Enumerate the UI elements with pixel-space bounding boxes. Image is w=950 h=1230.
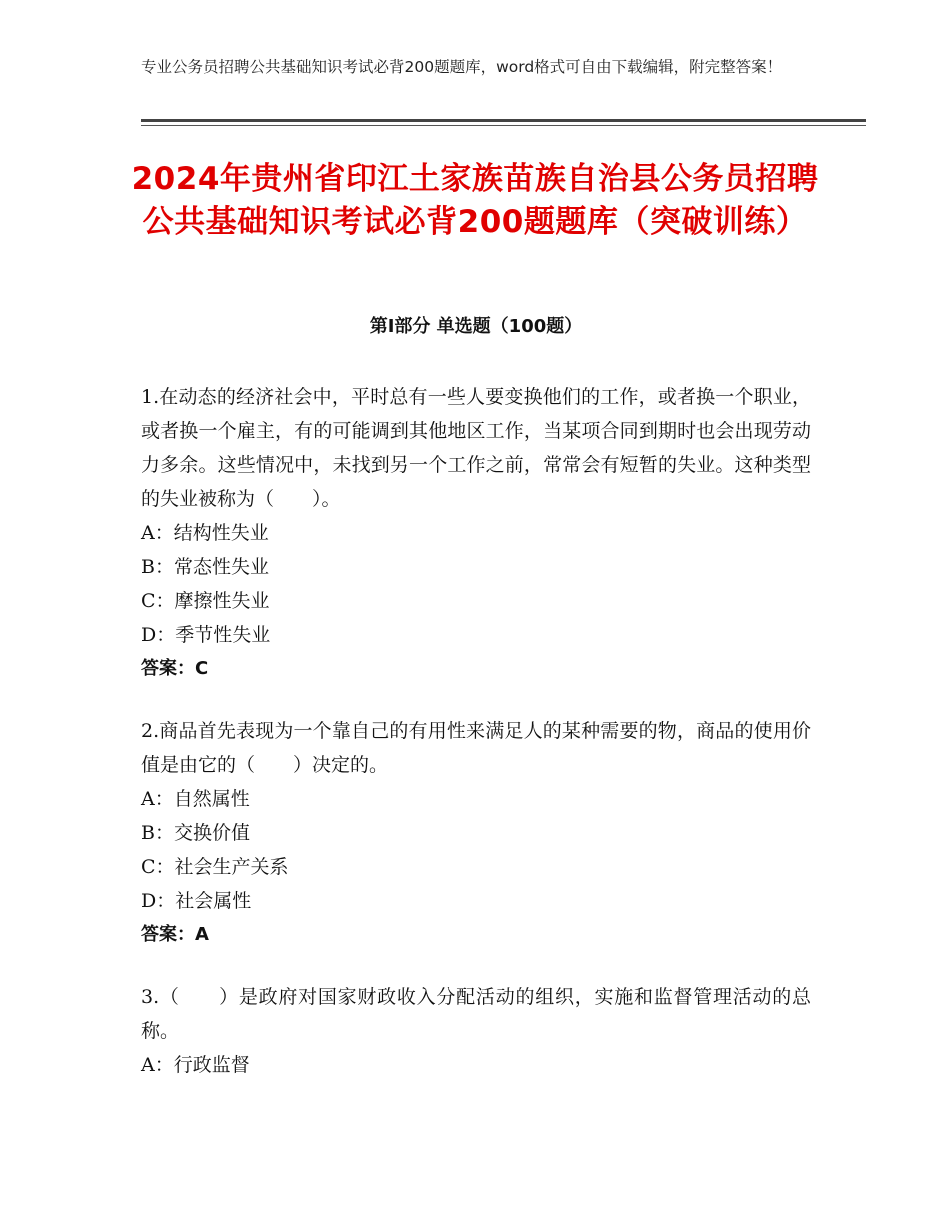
answer: 答案：A	[141, 924, 209, 945]
answer: 答案：C	[141, 658, 209, 679]
header-note: 专业公务员招聘公共基础知识考试必背200题题库，word格式可自由下载编辑，附完整答案！	[141, 58, 783, 76]
header-divider-thin	[141, 125, 866, 126]
option-c: C：社会生产关系	[141, 856, 289, 878]
option-a: A：行政监督	[141, 1054, 250, 1076]
option-a: A：结构性失业	[141, 522, 269, 544]
option-a: A：自然属性	[141, 788, 250, 810]
option-d: D：季节性失业	[141, 624, 271, 646]
header-divider-thick	[141, 119, 866, 122]
question-1	[141, 380, 811, 686]
document-title: 2024年贵州省印江土家族苗族自治县公务员招聘公共基础知识考试必背200题题库（突破训练）	[131, 161, 819, 240]
question-list	[141, 380, 811, 1110]
option-c: C：摩擦性失业	[141, 590, 270, 612]
section-title: 第I部分 单选题（100题）	[369, 316, 583, 337]
option-b: B：交换价值	[141, 822, 250, 844]
option-b: B：常态性失业	[141, 556, 269, 578]
question-2	[141, 714, 811, 952]
option-d: D：社会属性	[141, 890, 252, 912]
question-3	[141, 980, 811, 1082]
question-text: 3.（ ）是政府对国家财政收入分配活动的组织，实施和监督管理活动的总称。	[141, 986, 811, 1042]
question-text: 2.商品首先表现为一个靠自己的有用性来满足人的某种需要的物，商品的使用价值是由它的（ ）决定的。	[141, 720, 811, 776]
question-text: 1.在动态的经济社会中，平时总有一些人要变换他们的工作，或者换一个职业，或者换一个雇主，有的可能调到其他地区工作，当某项合同到期时也会出现劳动力多余。这些情况中，未找到另一个工作之前，常常会有短暂的失业。这种类型的失业被称为（ ）。	[141, 386, 811, 510]
